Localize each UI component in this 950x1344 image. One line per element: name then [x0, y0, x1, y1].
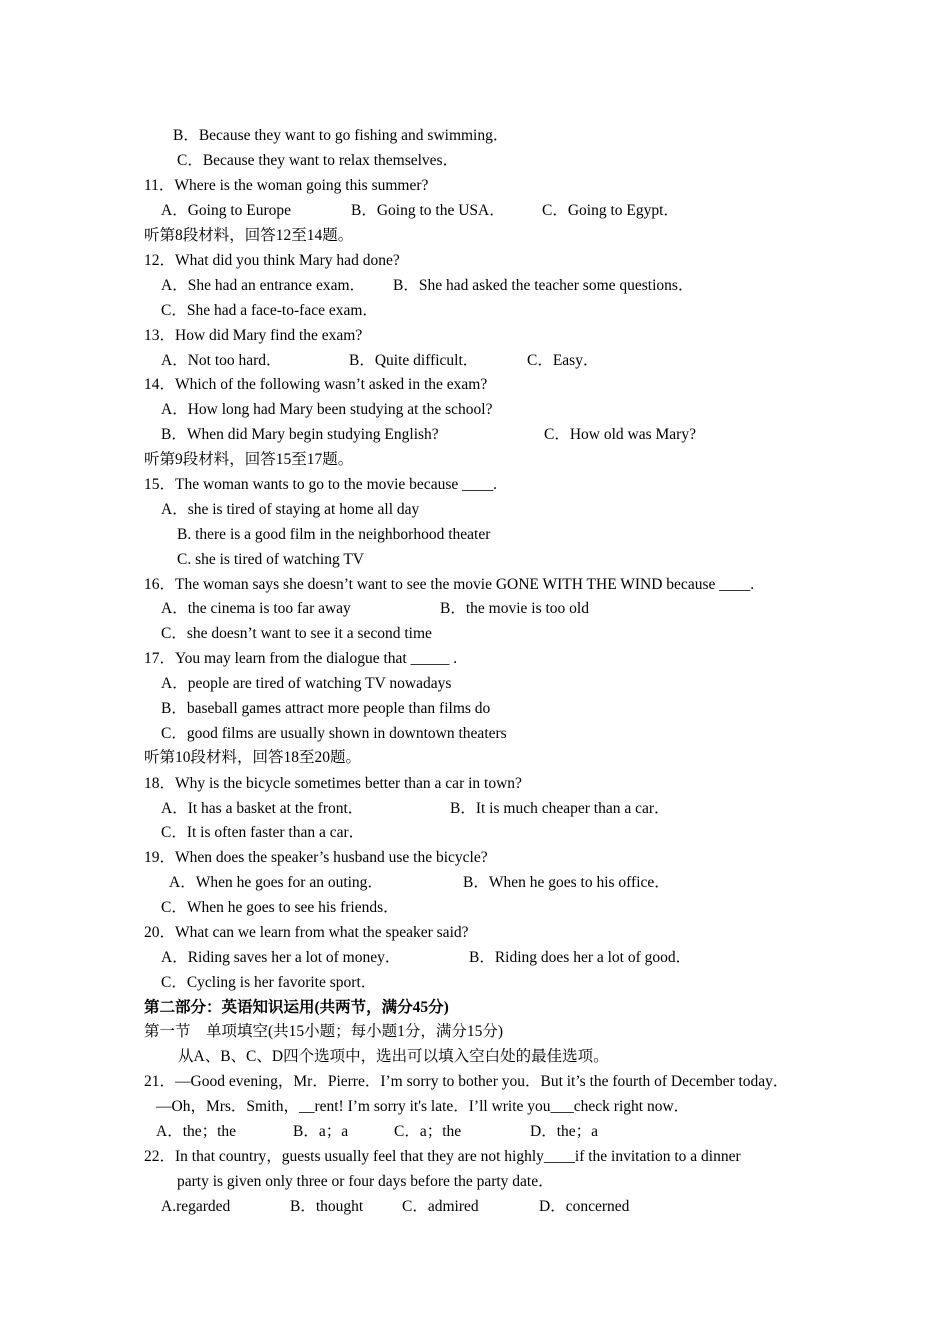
part-two-heading: 第二部分：英语知识运用(共两节，满分45分)	[144, 999, 449, 1016]
q12-option-a: A．She had an entrance exam．	[161, 277, 366, 294]
q18-option-c: C．It is often faster than a car．	[161, 824, 365, 841]
q15-option-a: A．she is tired of staying at home all day	[161, 501, 420, 518]
q20-stem: 20．What can we learn from what the speaker said?	[144, 924, 469, 941]
q12-option-c: C．She had a face-to-face exam．	[161, 302, 378, 319]
q22-stem-line2: party is given only three or four days before the party date．	[177, 1173, 554, 1190]
section-one-heading: 第一节 单项填空(共15小题；每小题1分，满分15分)	[144, 1023, 504, 1040]
q11-stem: 11．Where is the woman going this summer?	[144, 177, 429, 194]
q14-option-b: B．When did Mary begin studying English?	[161, 426, 439, 443]
q21-option-c: C．a；the	[394, 1123, 462, 1140]
q21-option-d: D．the；a	[530, 1123, 599, 1140]
q15-stem: 15．The woman wants to go to the movie because ____.	[144, 476, 497, 493]
q16-option-b: B．the movie is too old	[440, 600, 589, 617]
q17-option-b: B．baseball games attract more people than films do	[161, 700, 491, 717]
q11-option-c: C．Going to Egypt．	[542, 202, 679, 219]
q14-option-a: A．How long had Mary been studying at the school?	[161, 401, 493, 418]
q10-option-b: B．Because they want to go fishing and swimming．	[173, 127, 509, 144]
q12-stem: 12．What did you think Mary had done?	[144, 252, 400, 269]
q16-stem: 16．The woman says she doesn’t want to see the movie GONE WITH THE WIND because ____.	[144, 576, 755, 593]
q16-option-c: C．she doesn’t want to see it a second time	[161, 625, 432, 642]
q17-option-a: A．people are tired of watching TV nowadays	[161, 675, 452, 692]
q21-option-b: B．a；a	[293, 1123, 349, 1140]
q15-option-b: B. there is a good film in the neighborhood theater	[177, 526, 491, 543]
q21-option-a: A．the；the	[156, 1123, 237, 1140]
section-instruction-8: 听第8段材料，回答12至14题。	[144, 227, 354, 244]
q15-option-c: C. she is tired of watching TV	[177, 551, 364, 568]
q13-option-a: A．Not too hard．	[161, 352, 282, 369]
q22-option-a: A.regarded	[161, 1198, 231, 1215]
q14-option-c: C．How old was Mary?	[544, 426, 696, 443]
q17-option-c: C．good films are usually shown in downtown theaters	[161, 725, 507, 742]
q11-option-b: B．Going to the USA．	[351, 202, 505, 219]
q19-option-a: A．When he goes for an outing．	[169, 874, 383, 891]
q22-option-b: B．thought	[290, 1198, 364, 1215]
q13-option-b: B．Quite difficult．	[349, 352, 479, 369]
section-instruction-9: 听第9段材料，回答15至17题。	[144, 451, 354, 468]
q14-stem: 14．Which of the following wasn’t asked in the exam?	[144, 376, 488, 393]
q21-stem: 21．—Good evening，Mr．Pierre．I’m sorry to bother you．But it’s the fourth of December today．	[144, 1073, 789, 1090]
q13-option-c: C．Easy．	[527, 352, 599, 369]
section-instruction-10: 听第10段材料，回答18至20题。	[144, 749, 362, 766]
q16-option-a: A．the cinema is too far away	[161, 600, 351, 617]
q13-stem: 13．How did Mary find the exam?	[144, 327, 363, 344]
q19-option-b: B．When he goes to his office．	[463, 874, 670, 891]
section-one-instruction: 从A、B、C、D四个选项中，选出可以填入空白处的最佳选项。	[178, 1048, 609, 1065]
q22-option-c: C．admired	[402, 1198, 479, 1215]
q21-stem-line2: —Oh，Mrs．Smith，__rent! I’m sorry it's late．I’ll write you___check right now．	[156, 1098, 690, 1115]
q10-option-c: C．Because they want to relax themselves．	[177, 152, 459, 169]
q20-option-b: B．Riding does her a lot of good．	[469, 949, 692, 966]
q12-option-b: B．She had asked the teacher some questions．	[393, 277, 694, 294]
q18-stem: 18．Why is the bicycle sometimes better than a car in town?	[144, 775, 522, 792]
q22-option-d: D．concerned	[539, 1198, 630, 1215]
q17-stem: 17．You may learn from the dialogue that _____ .	[144, 650, 458, 667]
q22-stem: 22．In that country，guests usually feel that they are not highly____if the invitation to a dinner	[144, 1148, 741, 1165]
q20-option-a: A．Riding saves her a lot of money．	[161, 949, 401, 966]
q11-option-a: A．Going to Europe	[161, 202, 292, 219]
q18-option-a: A．It has a basket at the front．	[161, 800, 364, 817]
q18-option-b: B．It is much cheaper than a car．	[450, 800, 670, 817]
q19-stem: 19．When does the speaker’s husband use the bicycle?	[144, 849, 488, 866]
q20-option-c: C．Cycling is her favorite sport．	[161, 974, 377, 991]
q19-option-c: C．When he goes to see his friends．	[161, 899, 399, 916]
